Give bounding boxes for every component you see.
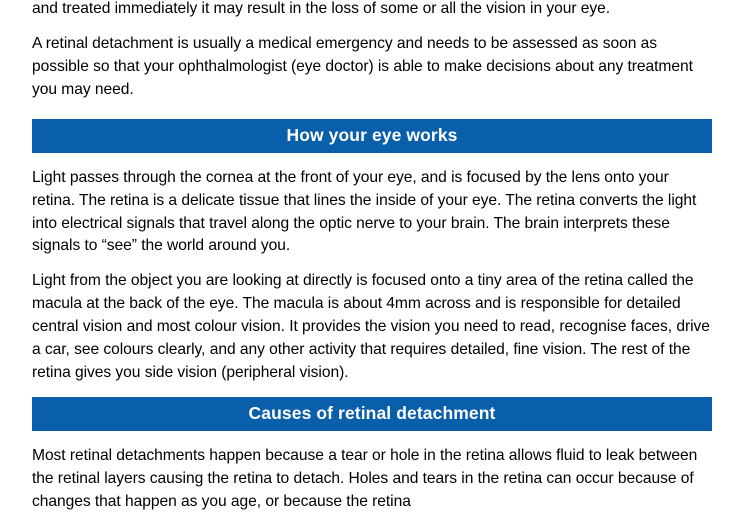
paragraph-macula-central-vision: Light from the object you are looking at directly is focused onto a tiny area of the retina called the macula at the back of the eye. The macula is about 4mm across and is responsible for detailed central vision and most colour vision. It provides the vision you need to read, recognise faces, drive a car, see colours clearly, and any other activity that requires detailed, fine vision. The rest of the retina gives you side vision (peripheral vision). <box>32 272 710 382</box>
paragraph-medical-emergency: A retinal detachment is usually a medical emergency and needs to be assessed as soon as possible so that your ophthalmologist (eye doctor) is able to make decisions about any treatment you may need. <box>32 34 693 98</box>
paragraph-causes-tear-or-hole: Most retinal detachments happen because a tear or hole in the retina allows fluid to leak between the retinal layers causing the retina to detach. Holes and tears in the retina can occur because of changes that happen as you age, or because the retina <box>32 446 698 510</box>
paragraph-intro-continued: and treated immediately it may result in the loss of some or all the vision in your eye. <box>32 0 611 17</box>
section-heading-causes-of-retinal-detachment: Causes of retinal detachment <box>32 397 712 431</box>
paragraph-light-passes-through-cornea: Light passes through the cornea at the front of your eye, and is focused by the lens onto your retina. The retina is a delicate tissue that lines the inside of your eye. The retina converts the light into electrical signals that travel along the optic nerve to your brain. The brain interprets these signals to “see” the world around you. <box>32 168 697 255</box>
section-heading-how-your-eye-works: How your eye works <box>32 119 712 153</box>
